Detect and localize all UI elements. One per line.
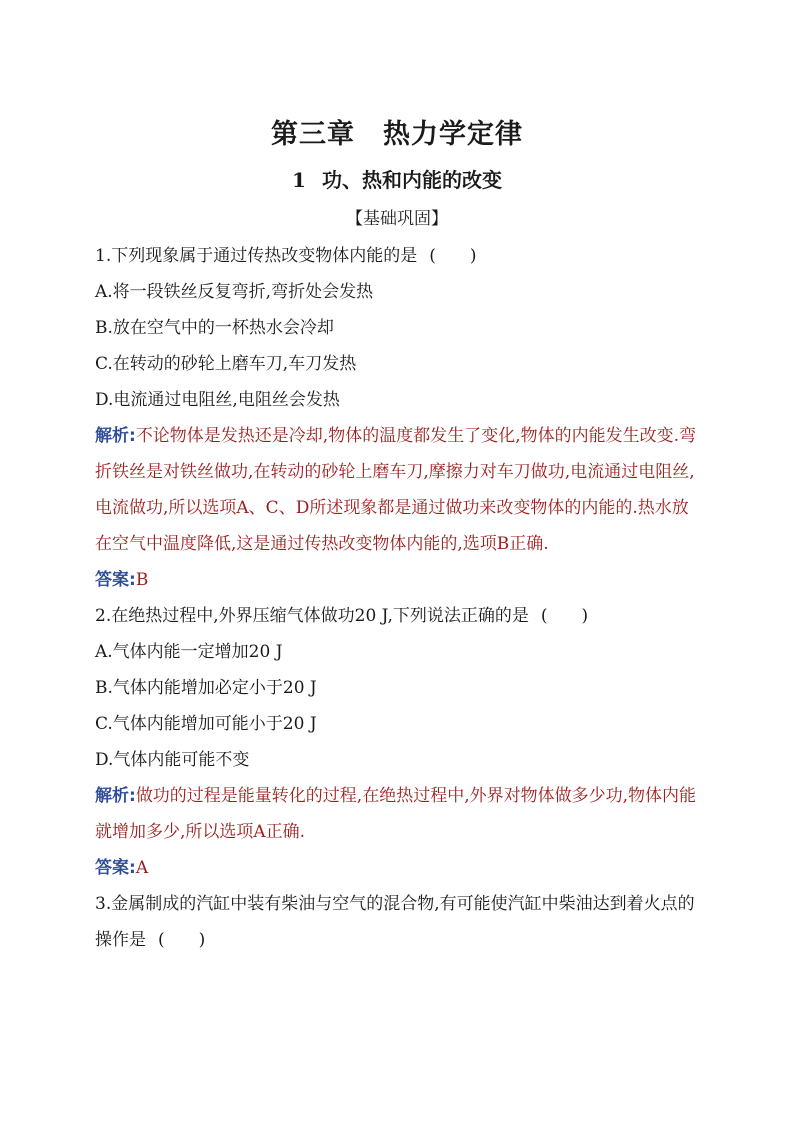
option-a: A.将一段铁丝反复弯折,弯折处会发热 (95, 282, 374, 302)
question-stem: 1.下列现象属于通过传热改变物体内能的是 ( ) (95, 246, 477, 266)
analysis-label: 解析: (95, 426, 136, 446)
answer-blank: ( ) (540, 606, 589, 626)
question-stem: 3.金属制成的汽缸中装有柴油与空气的混合物,有可能使汽缸中柴油达到着火点的操作是 ( ) (95, 894, 695, 950)
option-b: B.气体内能增加必定小于20 J (95, 678, 317, 698)
subsection-heading: 【基础巩固】 (346, 209, 448, 229)
chapter-title: 第三章 热力学定律 (271, 119, 523, 150)
question-stem: 2.在绝热过程中,外界压缩气体做功20 J,下列说法正确的是 ( ) (95, 606, 589, 626)
analysis (95, 418, 701, 562)
answer-blank: ( ) (429, 246, 477, 266)
option-a: A.气体内能一定增加20 J (95, 642, 283, 662)
option-c: C.在转动的砂轮上磨车刀,车刀发热 (95, 354, 357, 374)
analysis (95, 778, 701, 850)
question-list (95, 238, 701, 958)
answer-value: A (135, 858, 149, 878)
option-c: C.气体内能增加可能小于20 J (95, 714, 317, 734)
analysis-text: 不论物体是发热还是冷却,物体的温度都发生了变化,物体的内能发生改变.弯折铁丝是对铁丝做功,在转动的砂轮上磨车刀,摩擦力对车刀做功,电流通过电阻丝,电流做功,所以选项A、C、D所述现象都是通过做功来改变物体的内能的.热水放在空气中温度降低,这是通过传热改变物体内能的,选项B正确. (95, 426, 697, 554)
section-title (0, 164, 794, 193)
question-1 (95, 238, 701, 598)
answer (95, 562, 701, 598)
analysis-text: 做功的过程是能量转化的过程,在绝热过程中,外界对物体做多少功,物体内能就增加多少,所以选项A正确. (95, 786, 697, 842)
option-d: D.气体内能可能不变 (95, 750, 250, 770)
section-number: 1 (292, 168, 306, 192)
question-3 (95, 886, 701, 958)
option-d: D.电流通过电阻丝,电阻丝会发热 (95, 390, 340, 410)
answer-blank: ( ) (158, 930, 206, 950)
answer-value: B (135, 570, 149, 590)
option-b: B.放在空气中的一杯热水会冷却 (95, 318, 334, 338)
answer-label: 答案: (95, 858, 136, 878)
answer-label: 答案: (95, 570, 136, 590)
question-2 (95, 598, 701, 886)
analysis-label: 解析: (95, 786, 136, 806)
section-name: 功、热和内能的改变 (321, 168, 502, 192)
answer (95, 850, 701, 886)
